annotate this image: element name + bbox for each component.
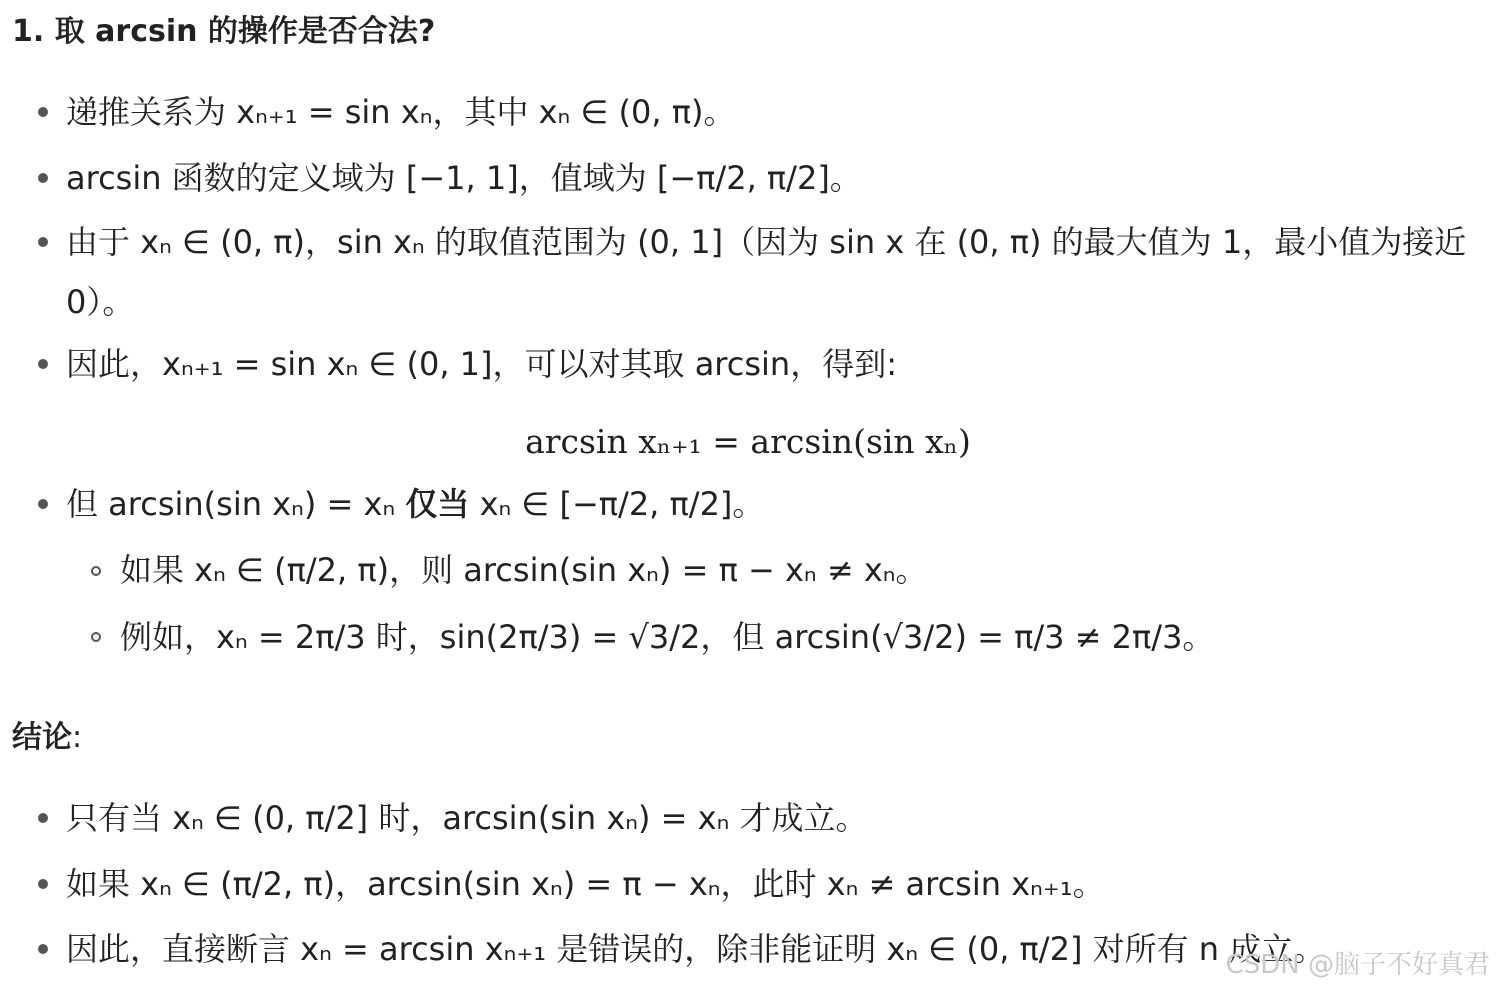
bullet-dot	[38, 173, 48, 183]
sub-list-item: 例如，xₙ = 2π/3 时，sin(2π/3) = √3/2，但 arcsin(√3/2) = π/3 ≠ 2π/3。	[120, 618, 1215, 656]
sub-bullet-circle	[91, 632, 101, 642]
list-item: 因此，直接断言 xₙ = arcsin xₙ₊₁ 是错误的，除非能证明 xₙ ∈ (0, π/2] 对所有 n 成立。	[66, 930, 1326, 968]
bullet-dot	[38, 499, 48, 509]
conclusion-heading	[12, 712, 82, 756]
list-item: 由于 xₙ ∈ (0, π)，sin xₙ 的取值范围为 (0, 1]（因为 sin x 在 (0, π) 的最大值为 1，最小值为接近	[66, 223, 1467, 261]
display-equation: arcsin xₙ₊₁ = arcsin(sin xₙ)	[525, 422, 971, 461]
bullet-dot	[38, 879, 48, 889]
list-item-continuation: 0）。	[66, 283, 135, 321]
list-item: arcsin 函数的定义域为 [−1, 1]，值域为 [−π/2, π/2]。	[66, 159, 862, 197]
section-heading: 1. 取 arcsin 的操作是否合法?	[12, 14, 436, 49]
bullet-dot	[38, 944, 48, 954]
list-item: 只有当 xₙ ∈ (0, π/2] 时，arcsin(sin xₙ) = xₙ 才成立。	[66, 799, 868, 837]
bullet-dot	[38, 359, 48, 369]
conclusion-colon: :	[72, 720, 83, 755]
emphasis-text: 仅当	[405, 485, 470, 523]
bullet-dot	[38, 107, 48, 117]
watermark: CSDN @脑子不好真君	[1225, 950, 1490, 980]
sub-bullet-circle	[91, 566, 101, 576]
list-item	[66, 482, 764, 526]
sub-list-item: 如果 xₙ ∈ (π/2, π)，则 arcsin(sin xₙ) = π − xₙ ≠ xₙ。	[120, 551, 928, 589]
bullet-dot	[38, 237, 48, 247]
list-item: 因此，xₙ₊₁ = sin xₙ ∈ (0, 1]，可以对其取 arcsin，得到:	[66, 345, 897, 383]
list-item: 如果 xₙ ∈ (π/2, π)，arcsin(sin xₙ) = π − xₙ，此时 xₙ ≠ arcsin xₙ₊₁。	[66, 865, 1105, 903]
item-text-pre: 但 arcsin(sin xₙ) = xₙ	[66, 485, 406, 523]
bullet-dot	[38, 813, 48, 823]
item-text-post: xₙ ∈ [−π/2, π/2]。	[469, 485, 765, 523]
conclusion-title: 结论	[12, 720, 72, 755]
list-item: 递推关系为 xₙ₊₁ = sin xₙ，其中 xₙ ∈ (0, π)。	[66, 93, 736, 131]
